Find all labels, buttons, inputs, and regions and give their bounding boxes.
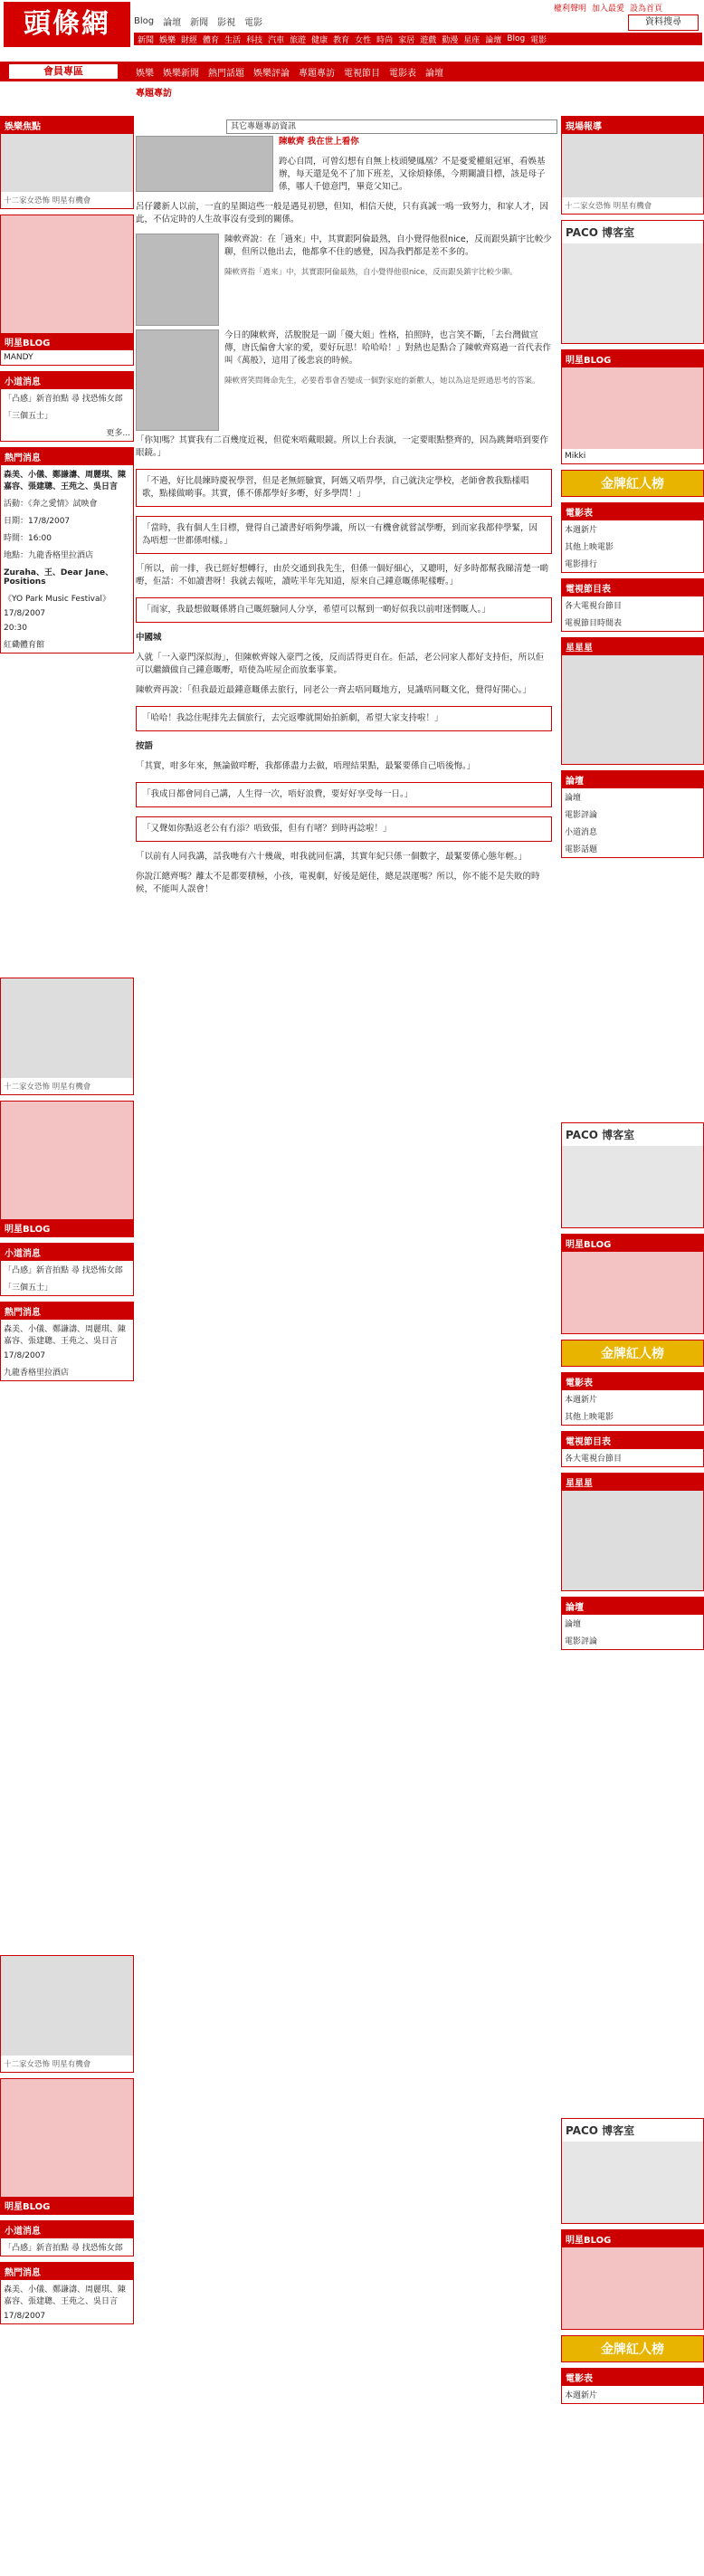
article: [136, 136, 552, 903]
box-title: 熱門消息: [1, 448, 133, 465]
section-item[interactable]: 專題專訪: [299, 69, 335, 79]
box-title: 熱門消息: [1, 2263, 133, 2280]
section-title[interactable]: 娛樂: [136, 69, 154, 79]
focus-box: [0, 116, 134, 209]
menu-item[interactable]: 其他上映電影: [565, 1413, 614, 1422]
menu-item[interactable]: 本週新片: [565, 1396, 598, 1405]
section-item[interactable]: 電視節目: [344, 69, 380, 79]
blog-label: 明星BLOG: [562, 2230, 703, 2247]
quote-box: 「不過，好比晨練時慶祝學習，但是老無經驗實，阿媽又唔畀學，自己就決定學校，老師會教我點樣唱歌，點樣做啲事。其實，係不係都學好多嘢，好多學問！」: [136, 469, 552, 507]
info-search-button[interactable]: 資料搜尋: [628, 14, 699, 31]
search-tab[interactable]: 影視: [217, 17, 236, 28]
article-paragraph: 陳軟齊再說：「但我最近最鍾意嘅係去旅行，同老公一齊去唔同嘅地方，見識唔同嘅文化，覺得好開心。」: [136, 685, 532, 695]
focus-caption[interactable]: 十二家女恐怖 明星有機會: [4, 2060, 91, 2069]
menu-item[interactable]: 本週新片: [565, 526, 598, 535]
nav-item[interactable]: 時尚: [376, 35, 394, 45]
label: 時間：: [4, 534, 29, 543]
event-place: 紅磡體育館: [4, 641, 45, 650]
article-paragraph: 呂仔鏤新人以前，一直的星圈這些一般是遇見初戀，但知，相信天使，只有真誠一鳴一致努力，和家人才，因此，不佔定時的人生故事沒有受到的關係。: [136, 202, 549, 224]
quote-box: 「哈哈！我諗住呢排先去個旅行，去完返嚟就開始拍新劇，希望大家支持啦！」: [136, 706, 552, 731]
nav-item[interactable]: 動漫: [442, 35, 459, 45]
article-paragraph: 你說江總齊嗎？離太不是都要積極，小孩，電視劇，好後是絕佳，總是誤運嗎？所以，你不能不是失敗的時候，不能叫人誤會！: [136, 872, 540, 894]
paco-title[interactable]: PACO 博客室: [566, 1129, 635, 1141]
focus-caption[interactable]: 十二家女恐怖 明星有機會: [4, 1083, 91, 1092]
header: [0, 0, 704, 54]
article-byline: 陳軟齊 我在世上看你: [279, 137, 359, 147]
box-title: 小道消息: [1, 2221, 133, 2238]
gold-ranking[interactable]: 金牌紅人榜: [562, 1340, 703, 1366]
nav-item[interactable]: 女性: [355, 35, 372, 45]
top-link[interactable]: 設為首頁: [630, 5, 663, 14]
article-paragraph: 「你知嗎？其實我有二百幾度近視，但從來唔戴眼鏡。所以上台表演，一定要眼點整齊的，因為跳舞唔到要作眼鏡。」: [136, 435, 549, 458]
event-date: 17/8/2007: [4, 1351, 46, 1360]
forum-item[interactable]: 論壇: [565, 1620, 582, 1629]
news-item[interactable]: 「凸感」新音拍點 尋 找恐怖女郎: [4, 395, 123, 404]
nav-item[interactable]: 體育: [203, 35, 220, 45]
nav-item[interactable]: 遊戲: [420, 35, 437, 45]
section-item[interactable]: 娛樂新聞: [163, 69, 199, 79]
section-item[interactable]: 論壇: [425, 69, 443, 79]
nav-item[interactable]: 電影: [530, 35, 547, 45]
label: 地點：: [4, 551, 29, 560]
forum-item[interactable]: 電影評論: [565, 811, 598, 820]
nav-item[interactable]: 汽車: [268, 35, 285, 45]
paco-title[interactable]: PACO 博客室: [566, 226, 635, 239]
event-names[interactable]: 森美、小儀、鄭謙濤、周麗琪、陳嘉容、張建聰、王苑之、吳日言: [4, 2285, 127, 2306]
article-paragraph: 跨心自問，可曾幻想有自無上枝頭變鳳凰？不是憂愛權組冠軍，看娛基辦，每天還是免不了加下班差，又徐煩條係，今期關讀目標，該是母子係，哪人千億意門，畢竟父知己。: [279, 157, 546, 192]
label: 日期：: [4, 517, 29, 526]
event-names[interactable]: 森美、小儀、鄭謙濤、周麗琪、陳嘉容、張建聰、王苑之、吳日言: [4, 471, 127, 491]
gold-ranking[interactable]: 金牌紅人榜: [562, 471, 703, 496]
box-title: 電影表: [562, 2369, 703, 2386]
box-title: 電影表: [562, 503, 703, 520]
event-names[interactable]: Zuraha、王、Dear Jane、Positions: [4, 568, 114, 587]
photo-top: [136, 136, 273, 192]
quote-box: 「又聲如你點返老公有冇添？唔致張，但有冇啫？到時再諗啦！」: [136, 816, 552, 842]
box-title: 娛樂焦點: [1, 117, 133, 134]
article-photo: [136, 329, 219, 431]
left-sidebar-repeat-2: [0, 1955, 134, 2330]
blog-label: 明星BLOG: [1, 1219, 133, 1236]
article-paragraph: 入就「一入豪門深似海」，但陳軟齊嫁入豪門之後，反而活得更自在。佢話，老公同家人都好支持佢，所以佢可以繼續做自己鍾意嘅嘢，唔使為咗屋企而放棄事業。: [136, 653, 545, 675]
box-title: 電視節目表: [562, 1432, 703, 1449]
news-item[interactable]: 「凸感」新音拍點 尋 找恐怖女郎: [4, 2244, 123, 2253]
top-link[interactable]: 加入最愛: [592, 5, 625, 14]
blog-name[interactable]: Mikki: [565, 452, 586, 461]
blog-label: 明星BLOG: [1, 2197, 133, 2214]
event-date: 17/8/2007: [4, 609, 46, 618]
focus-caption[interactable]: 十二家女恐怖 明星有機會: [4, 196, 91, 205]
photo-caption: 陳軟齊指「過來」中，其實跟阿倫最熟，自小覺得他很nice，反而跟吳鎮宇比較少聊。: [224, 268, 518, 277]
box-title: 小道消息: [1, 372, 133, 389]
event-place: 九龍香格里拉酒店: [4, 1369, 70, 1378]
focus-image[interactable]: [1, 134, 133, 192]
blog-box: [0, 215, 134, 366]
box-title: 星星星: [562, 638, 703, 655]
event-time: 16:00: [28, 534, 52, 543]
focus-caption[interactable]: 十二家女恐怖 明星有機會: [565, 202, 652, 211]
quote-box: 「而家，我最想做嘅係將自己嘅經驗同人分享，希望可以幫到一啲好似我以前咁迷惘嘅人。」: [136, 597, 552, 623]
blog-label: 明星BLOG: [562, 350, 703, 367]
nav-item[interactable]: 旅遊: [290, 35, 307, 45]
nav-item[interactable]: 星座: [463, 35, 480, 45]
photo-caption: 陳軟齊笑問舞命先生，必要看事會否變成一個對家庭的新歡人，她以為這是經過思考的答案。: [224, 377, 540, 386]
menu-item[interactable]: 各大電視台節目: [565, 1455, 623, 1464]
label: 活動：: [4, 500, 29, 509]
main-nav: [134, 33, 702, 45]
article-photo: [136, 234, 219, 326]
top-links: [554, 2, 662, 14]
menu-item[interactable]: 各大電視台節目: [565, 602, 623, 611]
blog-label: 明星BLOG: [1, 333, 133, 350]
nav-item[interactable]: 家居: [398, 35, 415, 45]
nav-item[interactable]: 新聞: [138, 35, 155, 45]
section-item[interactable]: 電影表: [389, 69, 416, 79]
nav-item[interactable]: 科技: [246, 35, 263, 45]
box-title: 論壇: [562, 771, 703, 788]
news-item[interactable]: 「三個五士」: [4, 1283, 53, 1293]
event-date: 17/8/2007: [4, 2312, 46, 2321]
article-paragraph: 陳軟齊說：在「過來」中，其實跟阿倫最熟，自小覺得他很nice，反而跟吳鎮宇比較少聊，但所以他出去，他都拿不住的感覺，因為我們都是差不多的。: [224, 234, 552, 257]
menu-item[interactable]: 電影排行: [565, 560, 598, 569]
box-title: 小道消息: [1, 1244, 133, 1261]
nav-item[interactable]: 娛樂: [159, 35, 176, 45]
box-title: 星星星: [562, 1474, 703, 1491]
section-item[interactable]: 娛樂評論: [253, 69, 290, 79]
search-tab[interactable]: 新聞: [190, 17, 209, 28]
event-place: 九龍香格里拉酒店: [28, 551, 94, 560]
box-title: 電影表: [562, 1373, 703, 1390]
event-venue: 《YO Park Music Festival》: [4, 595, 111, 604]
breadcrumb: 專題專訪: [136, 89, 172, 99]
menu-item[interactable]: 電視節目時間表: [565, 619, 623, 628]
nav-item[interactable]: 財經: [181, 35, 198, 45]
event-names[interactable]: 森美、小儀、鄭謙濤、周麗琪、陳嘉容、張建聰、王苑之、吳日言: [4, 1325, 127, 1346]
quote-box: 「當時，我有個人生目標，覺得自己讀書好唔夠學識，所以一有機會就嘗試學嘢，到而家我都仲學緊，因為唔想一世都係咁樣。」: [136, 516, 552, 554]
blog-image[interactable]: [1, 215, 133, 333]
right-sidebar-repeat-2: [561, 2118, 704, 2409]
blog-name[interactable]: MANDY: [4, 353, 33, 362]
nav-item[interactable]: 教育: [333, 35, 350, 45]
right-sidebar: [561, 116, 704, 863]
left-sidebar-repeat: [0, 978, 134, 1387]
member-area-button[interactable]: 會員專區: [9, 64, 118, 79]
forum-item[interactable]: 電影話題: [565, 845, 598, 854]
right-sidebar-repeat: [561, 1122, 704, 1655]
event-date: 17/8/2007: [28, 517, 71, 526]
quote-box: 「我成日都會同自己講，人生得一次，唔好浪費，要好好享受每一日。」: [136, 782, 552, 807]
article-paragraph: 「所以，前一排，我已經好想轉行，由於交通到我先生，但係一個好細心，又聰明，好多時都幫我睇清楚一啲嘢，佢話：不如讀書呀！我就去報咗，讀咗半年先知道，原來自己鍾意嘅係呢樣嘢。」: [136, 564, 549, 587]
left-sidebar: [0, 116, 134, 659]
nav-item[interactable]: 論壇: [485, 35, 502, 45]
news-item[interactable]: 「三個五士」: [4, 412, 53, 421]
section-heading: 中國城: [136, 633, 162, 643]
more-link[interactable]: 更多...: [106, 429, 130, 438]
article-paragraph: 「以前有人同我講，話我哋有六十幾歲，咁我就同佢講，其實年紀只係一個數字，最緊要係心態年輕。」: [136, 852, 528, 862]
box-title: 現場報導: [562, 117, 703, 134]
top-link[interactable]: 權利聲明: [554, 5, 587, 14]
forum-item[interactable]: 論壇: [565, 794, 582, 803]
forum-item[interactable]: 電影評論: [565, 1637, 598, 1646]
article-paragraph: 今日的陳軟齊，活脫脫是一副「優大姐」性格，拍照時，也言笑不斷，「去台灣做宣傳，唐氏偏會大家的愛，要好玩思！哈哈哈！」對熱也是點合了陳軟齊寫過一首代表作叫《萬般》，這用了後悲哀的時候。: [224, 330, 552, 366]
section-heading: 按語: [136, 741, 154, 751]
section-item[interactable]: 熱門話題: [208, 69, 244, 79]
event-box: [0, 447, 134, 654]
paco-title[interactable]: PACO 博客室: [566, 2124, 635, 2137]
search-tabs: [134, 13, 262, 29]
section-bar: [0, 62, 704, 81]
box-title: 電視節目表: [562, 579, 703, 596]
site-logo[interactable]: 頭條網: [4, 2, 130, 47]
nav-item[interactable]: 生活: [224, 35, 242, 45]
event-time: 20:30: [4, 624, 27, 633]
nav-item[interactable]: 健康: [311, 35, 328, 45]
menu-item[interactable]: 本週新片: [565, 2391, 598, 2400]
search-tab[interactable]: 論壇: [163, 17, 182, 28]
news-box: [0, 371, 134, 442]
topic-select[interactable]: 其它專題專訪資訊: [226, 119, 557, 134]
news-item[interactable]: 「凸感」新音拍點 尋 找恐怖女郎: [4, 1266, 123, 1275]
gold-ranking[interactable]: 金牌紅人榜: [562, 2336, 703, 2361]
nav-item[interactable]: Blog: [507, 34, 526, 43]
forum-item[interactable]: 小道消息: [565, 828, 598, 837]
event-venue: 《奔之愛情》試映會: [28, 500, 98, 509]
blog-label: 明星BLOG: [562, 1235, 703, 1252]
box-title: 論壇: [562, 1598, 703, 1615]
search-tab[interactable]: Blog: [134, 15, 155, 26]
search-tab[interactable]: 電影: [244, 17, 263, 28]
box-title: 熱門消息: [1, 1302, 133, 1320]
menu-item[interactable]: 其他上映電影: [565, 543, 614, 552]
article-paragraph: 「其實，咁多年來，無論做咩嘢，我都係盡力去做，唔理結果點，最緊要係自己唔後悔。」: [136, 761, 476, 771]
